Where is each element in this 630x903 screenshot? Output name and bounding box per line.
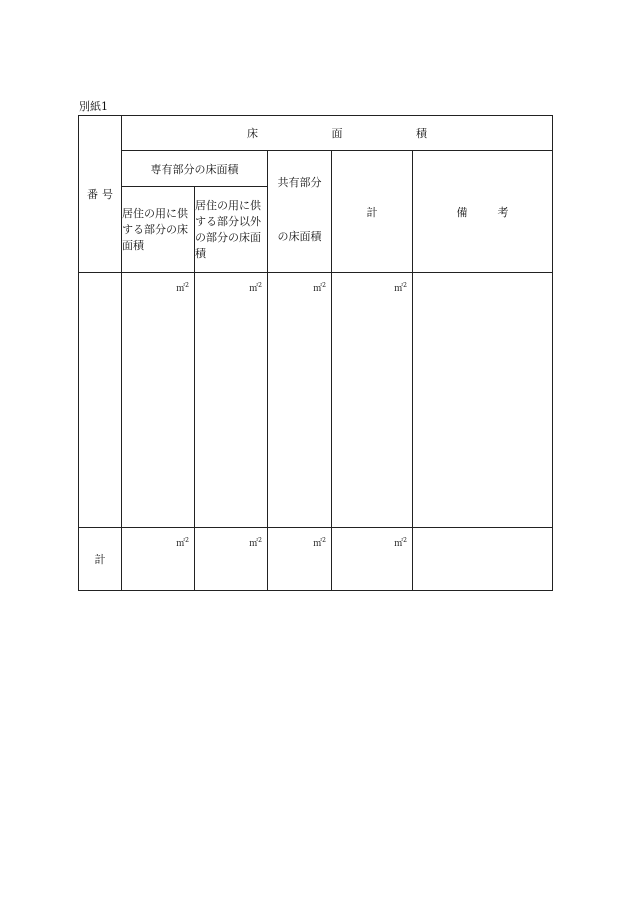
- unit-superscript: 2: [185, 282, 189, 289]
- unit-label: ㎡: [249, 284, 259, 294]
- attachment-label: 別紙1: [79, 100, 108, 113]
- number-header-cell: [79, 116, 122, 273]
- non-residential-value-cell[interactable]: [195, 273, 268, 528]
- unit-label: ㎡: [249, 539, 259, 549]
- remarks-char-2: 考: [497, 205, 509, 219]
- common-total-cell[interactable]: [268, 528, 332, 591]
- common-header-cell: [268, 151, 332, 273]
- total-value-cell[interactable]: [332, 273, 413, 528]
- non-residential-header-cell: 居住の用に供する部分以外の部分の床面積: [195, 187, 268, 273]
- unit-label: ㎡: [176, 284, 186, 294]
- floor-char-3: 積: [416, 127, 428, 140]
- number-value-cell[interactable]: [79, 273, 122, 528]
- unit-superscript: 2: [403, 282, 407, 289]
- number-char-2: 号: [102, 188, 113, 201]
- remarks-value-cell[interactable]: [413, 273, 553, 528]
- remarks-char-1: 備: [456, 205, 468, 219]
- floor-area-header-cell: [122, 116, 553, 151]
- remarks-header-cell: [413, 151, 553, 273]
- grand-total-cell[interactable]: [332, 528, 413, 591]
- unit-superscript: 2: [322, 282, 326, 289]
- total-header-cell: 計: [332, 151, 413, 273]
- table-row: [79, 273, 553, 528]
- exclusive-header-cell: 専有部分の床面積: [122, 151, 268, 187]
- unit-label: ㎡: [176, 539, 186, 549]
- unit-superscript: 2: [403, 537, 407, 544]
- residential-total-cell[interactable]: [122, 528, 195, 591]
- unit-superscript: 2: [258, 537, 262, 544]
- number-char-1: 番: [87, 188, 98, 201]
- unit-label: ㎡: [313, 284, 323, 294]
- floor-char-1: 床: [247, 127, 259, 140]
- unit-superscript: 2: [322, 537, 326, 544]
- common-label-top: 共有部分: [277, 175, 322, 189]
- unit-superscript: 2: [185, 537, 189, 544]
- remarks-total-cell[interactable]: [413, 528, 553, 591]
- unit-label: ㎡: [313, 539, 323, 549]
- total-row-label: 計: [79, 528, 122, 591]
- unit-label: ㎡: [394, 539, 404, 549]
- unit-label: ㎡: [394, 284, 404, 294]
- residential-value-cell[interactable]: [122, 273, 195, 528]
- common-value-cell[interactable]: [268, 273, 332, 528]
- common-label-bottom: の床面積: [277, 229, 322, 243]
- non-residential-total-cell[interactable]: [195, 528, 268, 591]
- floor-area-table: [78, 115, 553, 591]
- table-row: [79, 528, 553, 591]
- residential-header-cell: 居住の用に供する部分の床面積: [122, 187, 195, 273]
- floor-char-2: 面: [331, 127, 343, 140]
- unit-superscript: 2: [258, 282, 262, 289]
